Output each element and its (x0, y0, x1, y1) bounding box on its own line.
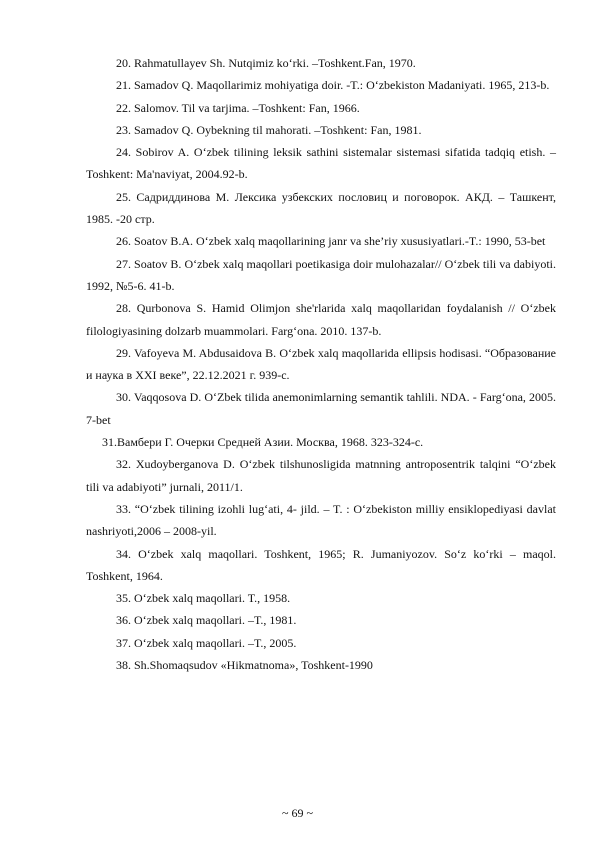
reference-item-29: 29. Vafoyeva M. Abdusaidova B. O‘zbek xalq maqollarida ellipsis hodisasi. “Образование и наука в XXI веке”, 22.12.2021 г. 939-с. (86, 345, 556, 383)
reference-item-32: 32. Xudoyberganova D. O‘zbek tilshunosligida matnning antroposentrik talqini “O‘zbek tili va adabiyoti” jurnali, 2011/1. (86, 457, 556, 494)
reference-item-34: 34. O‘zbek xalq maqollari. Toshkent, 1965; R. Jumaniyozov. So‘z ko‘rki – maqol. Toshkent, 1964. (86, 546, 556, 583)
page-number: ~ 69 ~ (282, 806, 313, 820)
reference-item-30: 30. Vaqqosova D. O‘Zbek tilida anemonimlarning semantik tahlili. NDA. - Farg‘ona, 2005. 7-bet (86, 390, 556, 427)
reference-item-31: 31.Вамбери Г. Очерки Средней Азии. Москва, 1968. 323-324-с. (102, 435, 424, 450)
reference-item-23: 23. Samadov Q. Oybekning til mahorati. –Toshkent: Fan, 1981. (116, 122, 422, 137)
reference-item-26: 26. Soatov B.A. O‘zbek xalq maqollarining janr va she’riy xususiyatlari.-T.: 1990, 53-bet (116, 234, 546, 249)
reference-item-28: 28. Qurbonova S. Hamid Olimjon she'rlarida xalq maqollaridan foydalanish // O‘zbek filologiyasining dolzarb muammolari. Farg‘ona. 2010. 137-b. (86, 301, 556, 338)
reference-item-37: 37. O‘zbek xalq maqollari. –T., 2005. (116, 635, 297, 650)
reference-item-25: 25. Садриддинова М. Лексика узбекских пословиц и поговорок. АКД. – Ташкент, 1985. -20 стр. (86, 189, 556, 227)
reference-item-27: 27. Soatov B. O‘zbek xalq maqollari poetikasiga doir mulohazalar// O‘zbek tili va dabiyoti. 1992, №5-6. 41-b. (86, 256, 556, 293)
reference-item-21: 21. Samadov Q. Maqollarimiz mohiyatiga doir. -T.: O‘zbekiston Madaniyati. 1965, 213-b. (116, 78, 550, 93)
reference-item-20: 20. Rahmatullayev Sh. Nutqimiz ko‘rki. –Toshkent.Fan, 1970. (116, 56, 416, 70)
reference-item-22: 22. Salomov. Til va tarjima. –Toshkent: Fan, 1966. (116, 100, 360, 115)
reference-item-35: 35. O‘zbek xalq maqollari. T., 1958. (116, 591, 291, 606)
reference-item-36: 36. O‘zbek xalq maqollari. –T., 1981. (116, 613, 297, 628)
reference-list (86, 52, 556, 676)
reference-item-24: 24. Sobirov A. O‘zbek tilining leksik sathini sistemalar sistemasi sifatida tadqiq etish. –Toshkent: Ma'naviyat, 2004.92-b. (86, 145, 556, 182)
reference-item-33: 33. “O‘zbek tilining izohli lug‘ati, 4- jild. – T. : O‘zbekiston milliy ensiklopediyasi davlat nashriyoti,2006 – 2008-yil. (86, 501, 556, 539)
reference-item-38: 38. Sh.Shomaqsudov «Hikmatnoma», Toshkent-1990 (116, 658, 373, 673)
